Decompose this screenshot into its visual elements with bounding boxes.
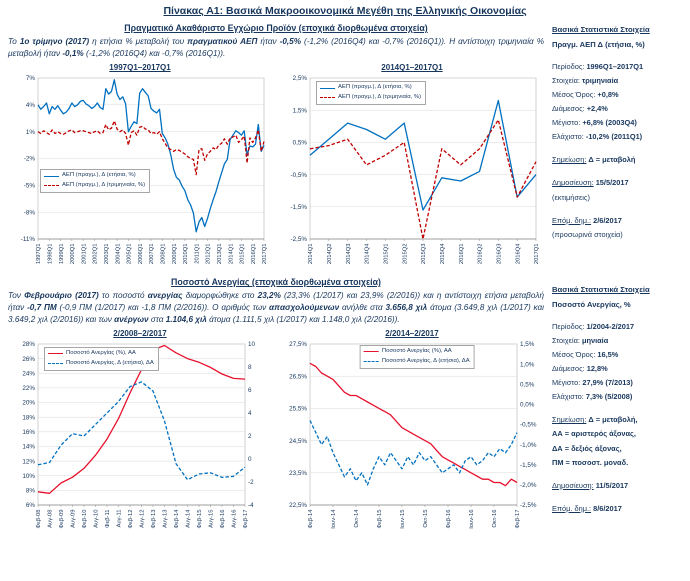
svg-text:23,5%: 23,5% [289,470,307,478]
svg-text:2012Q1: 2012Q1 [205,243,212,265]
svg-text:-0,5%: -0,5% [520,421,537,429]
legend-item [364,347,470,356]
section-heading-unemployment: Ποσοστό Ανεργίας (εποχικά διορθωμένα στοιχεία) [171,277,381,288]
svg-text:Αυγ-13: Αυγ-13 [162,509,169,529]
next-publication-unemployment: Επόμ. δημ.: 8/6/2017 [552,503,622,513]
svg-text:Φεβ-15: Φεβ-15 [197,509,204,529]
chart-gdp-long-wrap [8,73,272,273]
stat-frequency: Στοιχεία: μηνιαία [552,336,609,346]
stat-median: Διάμεσος: +2,4% [552,104,608,114]
svg-text:1999Q1: 1999Q1 [58,243,65,265]
svg-text:Αυγ-11: Αυγ-11 [116,509,123,528]
svg-text:4: 4 [248,410,252,418]
chart-unemp-long [8,329,272,539]
svg-text:2016Q1: 2016Q1 [458,243,465,265]
svg-text:Φεβ-15: Φεβ-15 [377,509,384,529]
page-title: Πίνακας Α1: Βασικά Μακροοικονομικά Μεγέθη της Ελληνικής Οικονομίας [163,5,527,17]
svg-text:Αυγ-16: Αυγ-16 [231,509,238,529]
svg-text:14%: 14% [22,443,35,451]
svg-text:-2,5%: -2,5% [520,502,537,510]
svg-text:-11%: -11% [20,236,35,244]
note-line: ΠΜ = ποσοστ. μοναδ. [552,457,629,467]
legend-label: ΑΕΠ (πραγμ.), Δ (τριμηνιαία, %) [62,181,146,188]
svg-text:2015Q2: 2015Q2 [402,243,409,265]
unemp-short-legend [360,345,475,369]
svg-text:2: 2 [248,433,252,441]
svg-text:18%: 18% [22,414,35,422]
svg-text:2017Q1: 2017Q1 [262,243,269,265]
chart-gdp-short-title: 2014Q1–2017Q1 [381,63,443,73]
unemployment-chart-row [8,329,544,539]
stats-panel-unemployment [552,283,682,516]
svg-text:-5%: -5% [23,182,35,190]
svg-text:Οκτ-15: Οκτ-15 [423,509,430,528]
legend-label: ΑΕΠ (πραγμ.), Δ (ετήσια, %) [338,84,412,91]
svg-text:25,5%: 25,5% [289,405,307,413]
svg-text:2001Q1: 2001Q1 [81,243,88,265]
svg-text:24,5%: 24,5% [289,438,307,446]
legend-item [44,181,145,190]
svg-text:28%: 28% [22,341,35,349]
sidebar [552,23,682,575]
svg-text:-2: -2 [248,479,254,487]
svg-text:Αυγ-14: Αυγ-14 [185,509,192,529]
svg-text:Φεβ-11: Φεβ-11 [105,509,112,529]
svg-text:2014Q3: 2014Q3 [345,243,352,265]
stat-max: Μέγιστο: +6,8% (2003Q4) [552,118,637,128]
svg-text:Ιουν-16: Ιουν-16 [469,509,476,529]
next-publication-gdp: Επόμ. δημ.: 2/6/2017 (προσωρινά στοιχεία) [552,214,682,242]
svg-text:2015Q1: 2015Q1 [239,243,246,265]
svg-text:-4: -4 [248,502,254,510]
content-area [8,23,682,575]
chart-unemp-short-title: 2/2014–2/2017 [385,329,439,339]
svg-text:-1,5%: -1,5% [290,204,307,212]
gdp-paragraph: Το 1ο τρίμηνο (2017) η ετήσια % μεταβολή του πραγματικού ΑΕΠ ήταν -0,5% (-1,2% (2016Q4) και -0,7% (2016Q1)). Η αντίστοιχη τριμηνιαία % μεταβολή ήταν -0,1% (-1,2% (2016Q4) και -0,7% (2016Q1)). [8,37,545,58]
svg-text:2014Q1: 2014Q1 [228,243,235,265]
chart-unemp-long-title: 2/2008–2/2017 [113,329,167,339]
legend-line-quarterly-icon [44,185,59,186]
svg-text:Ιουν-15: Ιουν-15 [400,509,407,529]
svg-text:2008Q1: 2008Q1 [160,243,167,265]
svg-text:-2,0%: -2,0% [520,482,537,490]
svg-text:2003Q1: 2003Q1 [104,243,110,265]
stats-panel-gdp-subheader: Πραγμ. ΑΕΠ Δ (ετήσια, %) [552,39,645,49]
svg-text:27,5%: 27,5% [289,341,307,349]
svg-text:2006Q1: 2006Q1 [137,243,144,265]
svg-text:26,5%: 26,5% [289,373,307,381]
chart-gdp-short [280,63,544,273]
svg-text:2015Q1: 2015Q1 [383,243,390,265]
svg-text:6%: 6% [25,502,35,510]
svg-text:Οκτ-14: Οκτ-14 [354,509,361,528]
unemp-long-legend [44,347,159,371]
svg-text:0: 0 [248,456,252,464]
svg-text:Φεβ-17: Φεβ-17 [243,509,250,529]
note-line: ΑΑ = αριστερός άξονας, [552,429,636,439]
publication-unemployment: Δημοσίευση: 11/5/2017 [552,480,629,490]
svg-text:2011Q1: 2011Q1 [194,243,201,264]
legend-line-annual-icon [320,88,335,89]
chart-gdp-short-wrap [280,73,544,273]
legend-label: Ποσοστό Ανεργίας, Δ (ετήσια), ΔΑ [66,359,154,366]
legend-line-rate-icon [48,353,63,354]
svg-text:2013Q1: 2013Q1 [217,243,223,265]
chart-unemp-short-wrap [280,339,544,539]
svg-text:Φεβ-16: Φεβ-16 [446,509,453,529]
legend-item [320,83,421,92]
svg-text:22%: 22% [22,385,35,393]
legend-line-annual-icon [44,176,59,177]
legend-label: ΑΕΠ (πραγμ.), Δ (ετήσια, %) [62,172,136,179]
svg-text:2000Q1: 2000Q1 [70,243,77,265]
svg-text:Φεβ-09: Φεβ-09 [59,509,66,529]
svg-text:Φεβ-14: Φεβ-14 [174,509,181,529]
svg-text:12%: 12% [22,458,35,466]
stat-mean: Μέσος Όρος: 16,5% [552,350,619,360]
svg-text:2017Q1: 2017Q1 [534,243,541,265]
svg-text:2005Q1: 2005Q1 [126,243,133,265]
svg-text:Αυγ-15: Αυγ-15 [208,509,215,529]
svg-text:Αυγ-08: Αυγ-08 [47,509,54,529]
svg-text:2016Q4: 2016Q4 [515,243,522,265]
legend-line-quarterly-icon [320,97,335,98]
svg-text:Οκτ-16: Οκτ-16 [492,509,499,528]
svg-text:2,5%: 2,5% [292,75,307,83]
svg-text:-2%: -2% [23,155,35,163]
stats-panel-gdp [552,23,682,242]
chart-gdp-long-title: 1997Q1–2017Q1 [109,63,171,73]
svg-text:1,0%: 1,0% [520,361,535,369]
svg-text:2016Q3: 2016Q3 [496,243,503,265]
note-unemployment: Σημείωση: Δ = μεταβολή, ΑΑ = αριστερός άξονας, ΔΑ = δεξιός άξονας, ΠΜ = ποσοστ. μοναδ. [552,413,682,469]
svg-text:4%: 4% [25,102,35,110]
stat-min: Ελάχιστο: 7,3% (5/2008) [552,392,633,402]
stat-period: Περίοδος: 1/2004-2/2017 [552,322,635,332]
svg-text:2007Q1: 2007Q1 [149,243,156,265]
svg-text:Φεβ-14: Φεβ-14 [308,509,315,529]
note-line: ΔΑ = δεξιός άξονας, [552,443,622,453]
svg-text:Φεβ-16: Φεβ-16 [220,509,227,529]
svg-text:-0,5%: -0,5% [290,172,307,180]
svg-text:Φεβ-17: Φεβ-17 [515,509,522,529]
svg-text:0,5%: 0,5% [520,381,535,389]
stat-mean: Μέσος Όρος: +0,8% [552,90,619,100]
legend-item [364,357,470,366]
legend-label: Ποσοστό Ανεργίας, Δ (ετήσια), ΔΑ [381,357,470,364]
gdp-short-legend [316,81,426,105]
svg-text:10: 10 [248,341,256,349]
svg-text:2002Q1: 2002Q1 [92,243,99,265]
svg-text:8%: 8% [25,487,35,495]
stat-max: Μέγιστο: 27,9% (7/2013) [552,378,633,388]
legend-label: Ποσοστό Ανεργίας (%), ΑΑ [66,350,136,357]
legend-line-rate-icon [364,351,379,352]
stat-period: Περίοδος: 1996Q1–2017Q1 [552,62,644,72]
chart-unemp-short [280,329,544,539]
svg-text:26%: 26% [22,356,35,364]
stat-frequency: Στοιχεία: τριμηνιαία [552,76,619,86]
gdp-chart-row [8,63,544,273]
svg-text:Φεβ-13: Φεβ-13 [151,509,158,529]
section-heading-gdp: Πραγματικό Ακαθάριστο Εγχώριο Προϊόν (εποχικά διορθωμένα στοιχεία) [124,23,428,33]
svg-text:Αυγ-09: Αυγ-09 [70,509,77,529]
legend-item [48,349,154,358]
svg-text:Φεβ-10: Φεβ-10 [82,509,89,529]
stats-panel-unemp-subheader: Ποσοστό Ανεργίας, % [552,299,631,309]
svg-text:-1,0%: -1,0% [520,442,537,450]
svg-text:6: 6 [248,387,252,395]
svg-text:2016Q2: 2016Q2 [477,243,484,265]
svg-text:16%: 16% [22,429,35,437]
svg-text:2014Q4: 2014Q4 [364,243,371,265]
svg-text:Φεβ-12: Φεβ-12 [128,509,135,529]
svg-text:2015Q3: 2015Q3 [421,243,428,265]
svg-text:24%: 24% [22,370,35,378]
svg-text:1997Q1: 1997Q1 [36,243,43,265]
svg-text:1%: 1% [25,129,35,137]
legend-line-delta-icon [48,363,63,364]
svg-text:1998Q1: 1998Q1 [47,243,54,265]
note-gdp: Σημείωση: Δ = μεταβολή [552,155,636,165]
svg-text:10%: 10% [22,473,35,481]
svg-text:Ιουν-14: Ιουν-14 [331,509,338,529]
svg-text:-8%: -8% [23,209,35,217]
publication-gdp-extra: (εκτιμήσεις) [552,192,590,202]
legend-label: Ποσοστό Ανεργίας (%), ΑΑ [381,348,452,355]
gdp-long-legend [40,169,150,193]
svg-text:8: 8 [248,364,252,372]
stat-median: Διάμεσος: 12,8% [552,364,608,374]
svg-text:Αυγ-10: Αυγ-10 [93,509,100,529]
svg-text:2016Q1: 2016Q1 [250,243,257,265]
svg-text:-2,5%: -2,5% [290,236,307,244]
chart-unemp-long-wrap [8,339,272,539]
stat-min: Ελάχιστο: -10,2% (2011Q1) [552,132,643,142]
svg-text:2015Q4: 2015Q4 [440,243,447,265]
legend-line-delta-icon [364,361,379,362]
publication-gdp: Δημοσίευση: 15/5/2017 (εκτιμήσεις) [552,176,682,204]
svg-text:1,5%: 1,5% [292,107,307,115]
svg-text:7%: 7% [25,75,35,83]
chart-gdp-long [8,63,272,273]
svg-text:-1,5%: -1,5% [520,462,537,470]
svg-text:20%: 20% [22,399,35,407]
svg-text:1,5%: 1,5% [520,341,535,349]
legend-item [320,93,421,102]
svg-text:0,0%: 0,0% [520,401,535,409]
svg-text:0,5%: 0,5% [292,139,307,147]
svg-text:Αυγ-12: Αυγ-12 [139,509,146,529]
unemployment-paragraph: Τον Φεβρουάριο (2017) το ποσοστό ανεργίας διαμορφώθηκε στο 23,2% (23,3% (1/2017) και 23,9% (2/2016)) και η αντίστοιχη ετήσια μεταβολή ήταν -0,7 ΠΜ (-0,9 ΠΜ (1/2017) και -1,8 ΠΜ (2/2016)). Ο αριθμός των απασχολούμενων ανήλθε στα 3.656,8 χιλ άτομα (3.649,8 χιλ (1/2017) και 3.649,2 χιλ (2/2016)) και των ανέργων στα 1.104,6 χιλ άτομα (1.111,5 χιλ (1/2017) και 1.148,0 χιλ (2/2016)). [8,291,544,324]
next-publication-gdp-extra: (προσωρινά στοιχεία) [552,229,623,239]
stats-panel-unemp-header: Βασικά Στατιστικά Στοιχεία [552,285,650,294]
svg-text:2014Q2: 2014Q2 [327,243,334,265]
main-column [8,23,544,543]
svg-text:2004Q1: 2004Q1 [115,243,122,265]
stats-panel-gdp-header: Βασικά Στατιστικά Στοιχεία [552,25,650,34]
legend-label: ΑΕΠ (πραγμ.), Δ (τριμηνιαία, %) [338,93,422,100]
svg-text:2010Q1: 2010Q1 [183,243,190,265]
legend-item [44,171,145,180]
svg-text:Φεβ-08: Φεβ-08 [36,509,43,529]
legend-item [48,359,154,368]
unemp-short-chart-canvas [280,339,544,539]
svg-text:22,5%: 22,5% [289,502,307,510]
svg-text:2014Q1: 2014Q1 [308,243,315,265]
svg-text:2009Q1: 2009Q1 [171,243,178,265]
